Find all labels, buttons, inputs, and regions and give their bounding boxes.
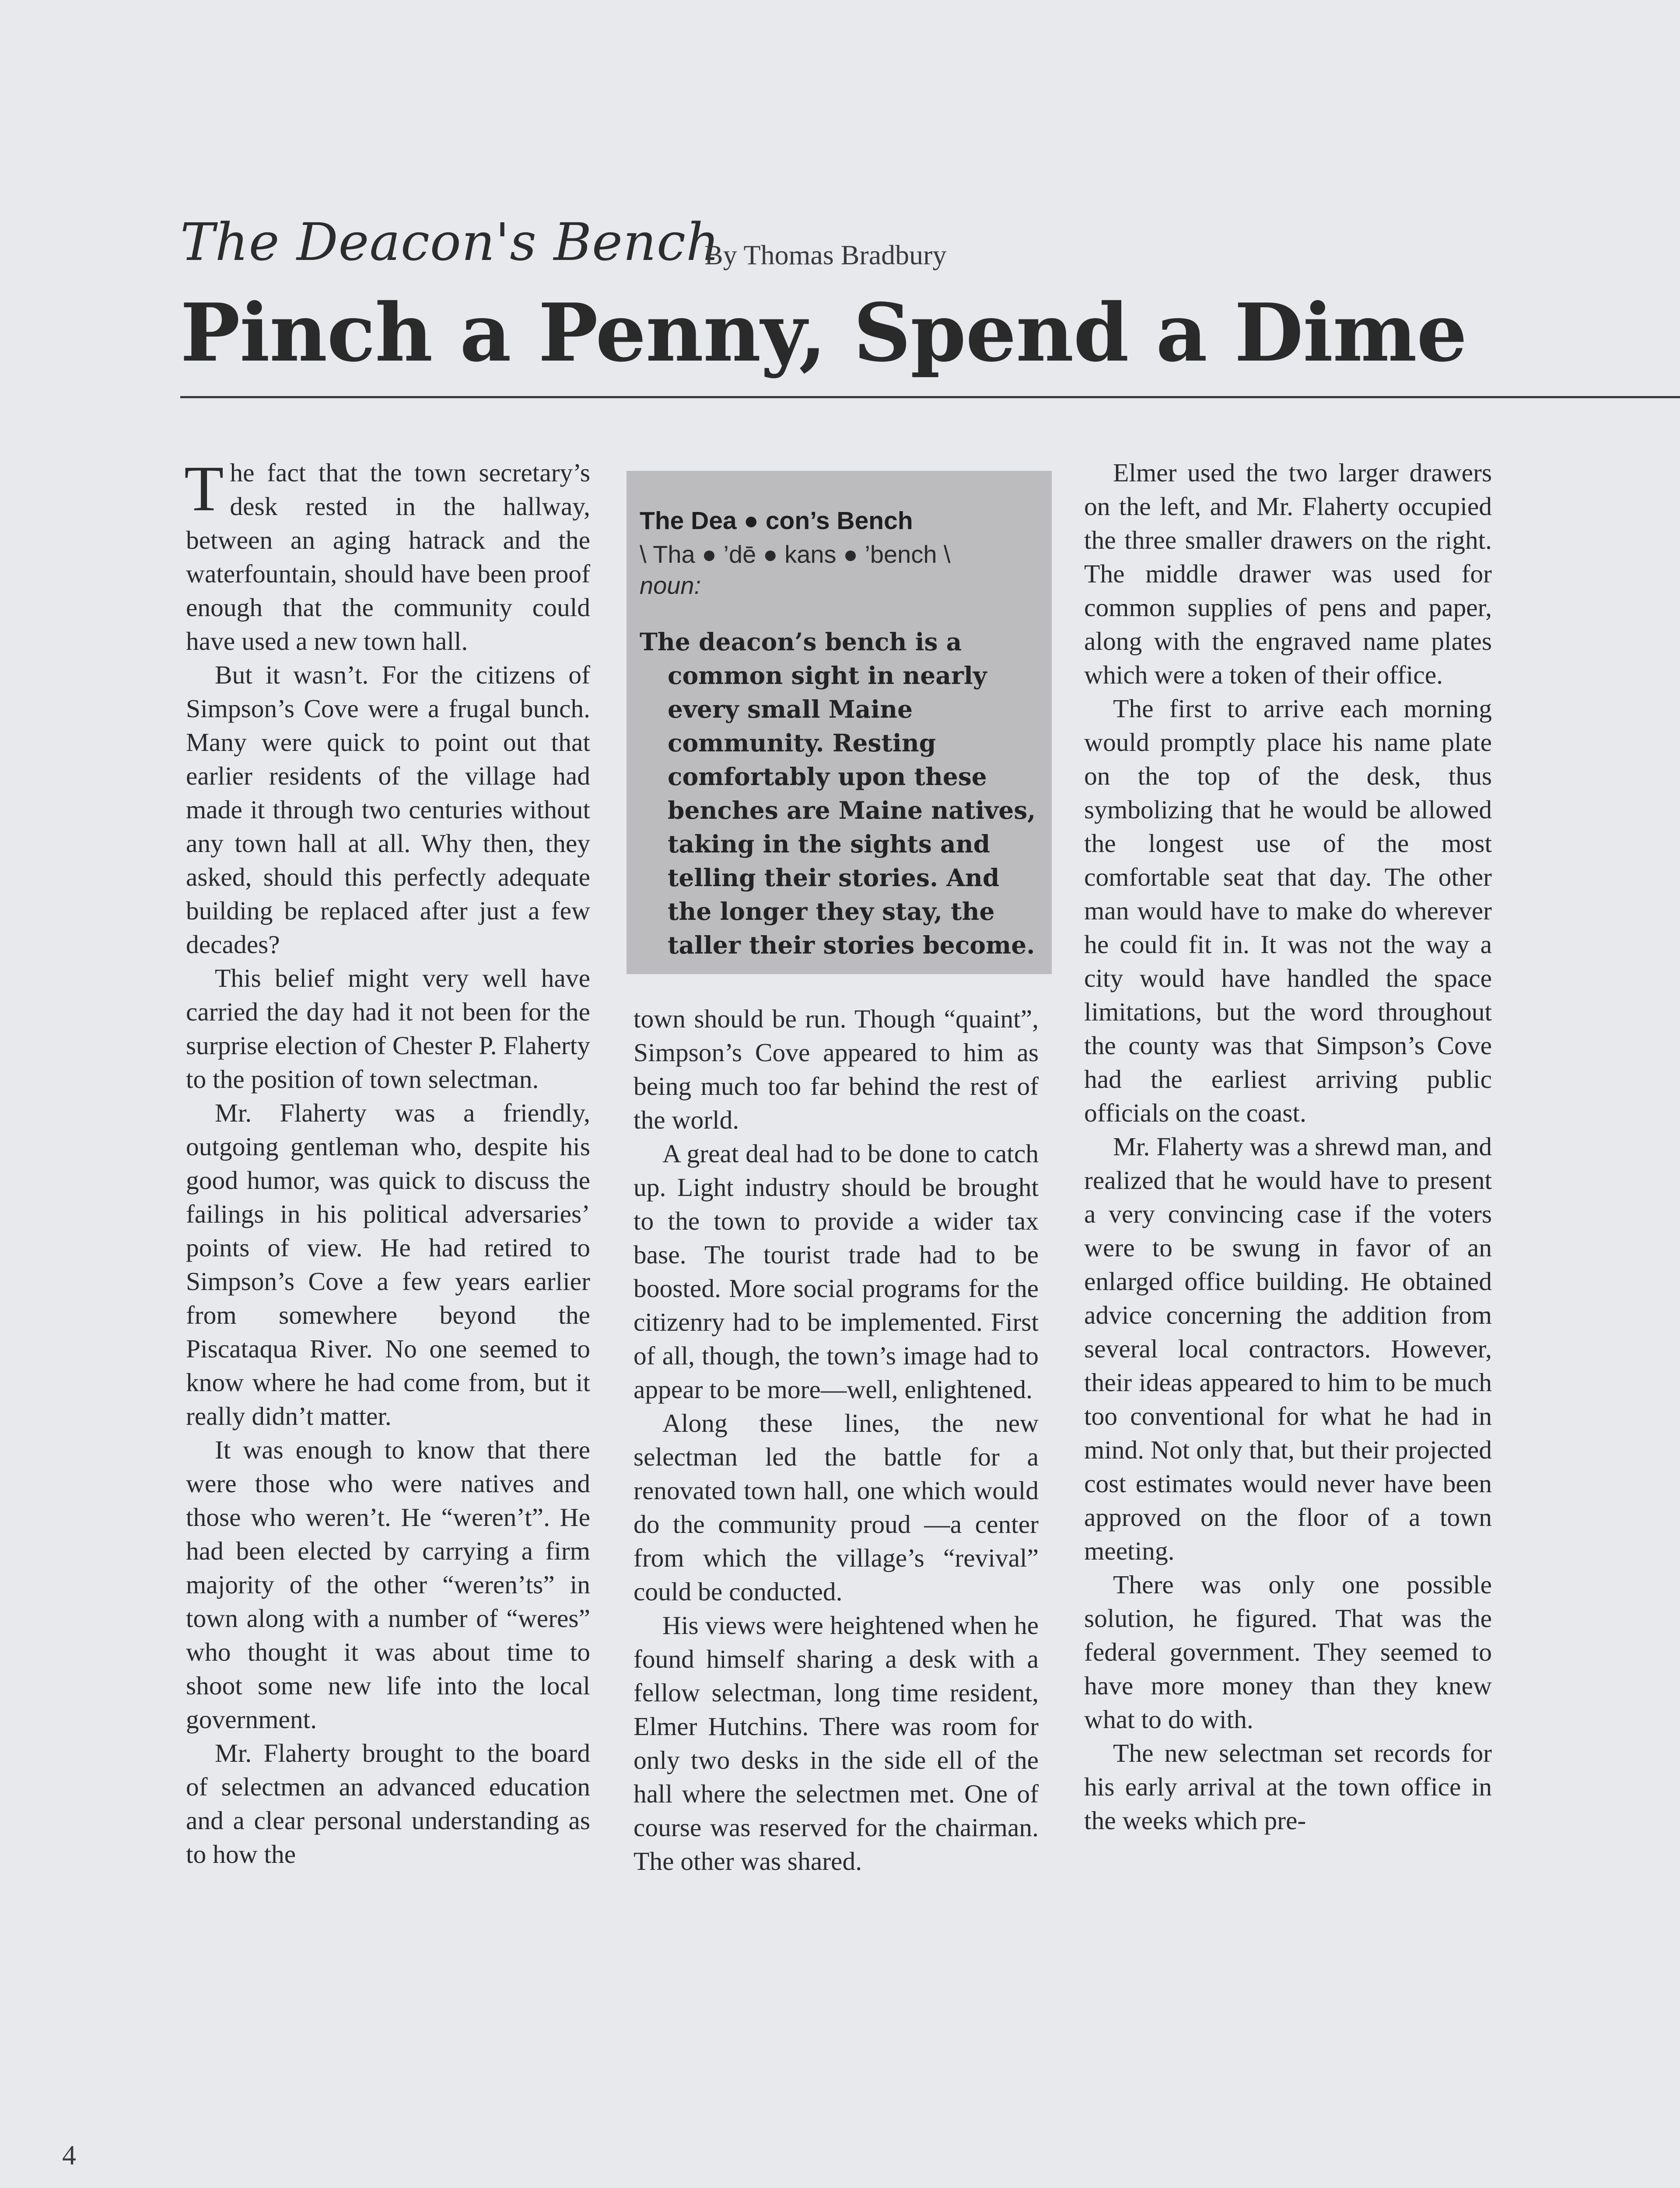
definition-sidebar xyxy=(626,471,1052,974)
drop-cap: T xyxy=(184,453,224,525)
article-paragraph: The first to arrive each morning would promptly place his name plate on the top of the desk, thus symbolizing that he would be allowed the longest use of the most comfortable seat that day. The other man would have to make do wherever he could fit in. It was not the way a city would have handled the space limitations, but the word throughout the county was that Simpson’s Cove had the earliest arriving public officials on the coast. xyxy=(1084,694,1492,1127)
article-paragraph: A great deal had to be done to catch up. Light industry should be brought to the town to provide a wider tax base. The tourist trade had to be boosted. More social programs for the citizenry had to be implemented. First of all, though, the town’s image had to appear to be more—well, enlightened. xyxy=(634,1139,1039,1404)
page-number: 4 xyxy=(62,2139,76,2170)
article-paragraph: Mr. Flaherty was a shrewd man, and realized that he would have to present a very convincing case if the voters were to be swung in favor of an enlarged office building. He obtained advice concerning the addition from several local contractors. However, their ideas appeared to him to be much too conventional for what he had in mind. Not only that, but their projected cost estimates would never have been approved on the floor of a town meeting. xyxy=(1084,1132,1492,1565)
article-paragraph: This belief might very well have carried the day had it not been for the surprise election of Chester P. Flaherty to the position of town selectman. xyxy=(186,964,590,1094)
article-paragraph: It was enough to know that there were those who were natives and those who weren’t. He “weren’t”. He had been elected by carrying a firm majority of the other “weren’ts” in town along with a number of “weres” who thought it was about time to shoot some new life into the local government. xyxy=(186,1435,590,1734)
article-paragraph: Elmer used the two larger drawers on the left, and Mr. Flaherty occupied the three smaller drawers on the right. The middle drawer was used for common supplies of pens and paper, along with the engraved name plates which were a token of their office. xyxy=(1084,458,1492,689)
column-name: The Deacon's Bench xyxy=(180,212,720,272)
sidebar-title: The Dea ● con’s Bench xyxy=(640,507,913,535)
article-paragraph: There was only one possible solution, he figured. That was the federal government. They seemed to have more money than they knew what to do with. xyxy=(1084,1570,1492,1734)
article-paragraph: Along these lines, the new selectman led the battle for a renovated town hall, one which would do the community proud —a center from which the village’s “revival” could be conducted. xyxy=(634,1409,1039,1606)
article-paragraph: town should be run. Though “quaint”, Simpson’s Cove appeared to him as being much too far behind the rest of the world. xyxy=(634,1004,1039,1134)
article-paragraph: The fact that the town secretary’s desk rested in the hallway, between an aging hatrack and the waterfountain, should have been proof enough that the community could have used a new town hall. xyxy=(184,453,590,656)
title-divider xyxy=(180,396,1680,398)
article-paragraph: But it wasn’t. For the citizens of Simpson’s Cove were a frugal bunch. Many were quick to point out that earlier residents of the village had made it through two centuries without any town hall at all. Why then, they asked, should this perfectly adequate building be replaced after just a few decades? xyxy=(186,660,590,959)
article-paragraph: Mr. Flaherty was a friendly, outgoing gentleman who, despite his good humor, was quick to discuss the failings in his political adversaries’ points of view. He had retired to Simpson’s Cove a few years earlier from somewhere beyond the Piscataqua River. No one seemed to know where he had come from, but it really didn’t matter. xyxy=(186,1098,590,1431)
sidebar-part-of-speech: noun: xyxy=(640,572,701,599)
article-headline: Pinch a Penny, Spend a Dime xyxy=(180,286,1467,379)
byline: By Thomas Bradbury xyxy=(704,239,947,270)
article-paragraph: His views were heightened when he found himself sharing a desk with a fellow selectman, long time resident, Elmer Hutchins. There was room for only two desks in the side ell of the hall where the selectmen met. One of course was reserved for the chairman. The other was shared. xyxy=(634,1611,1039,1876)
article-column-2 xyxy=(634,1002,1039,1878)
article-column-1 xyxy=(184,453,590,1871)
article-paragraph: Mr. Flaherty brought to the board of selectmen an advanced education and a clear personal understanding as to how the xyxy=(186,1739,590,1869)
article-column-3 xyxy=(1084,456,1492,1837)
sidebar-definition: The deacon’s bench is a common sight in nearly every small Maine community. Resting comfortably upon these benches are Maine natives, taking in the sights and telling their stories. And the longer they stay, the taller their stories become. xyxy=(640,628,1036,959)
article-paragraph: The new selectman set records for his early arrival at the town office in the weeks which pre- xyxy=(1084,1739,1492,1835)
sidebar-pronunciation: \ Tha ● ’dē ● kans ● ’bench \ xyxy=(640,540,951,568)
